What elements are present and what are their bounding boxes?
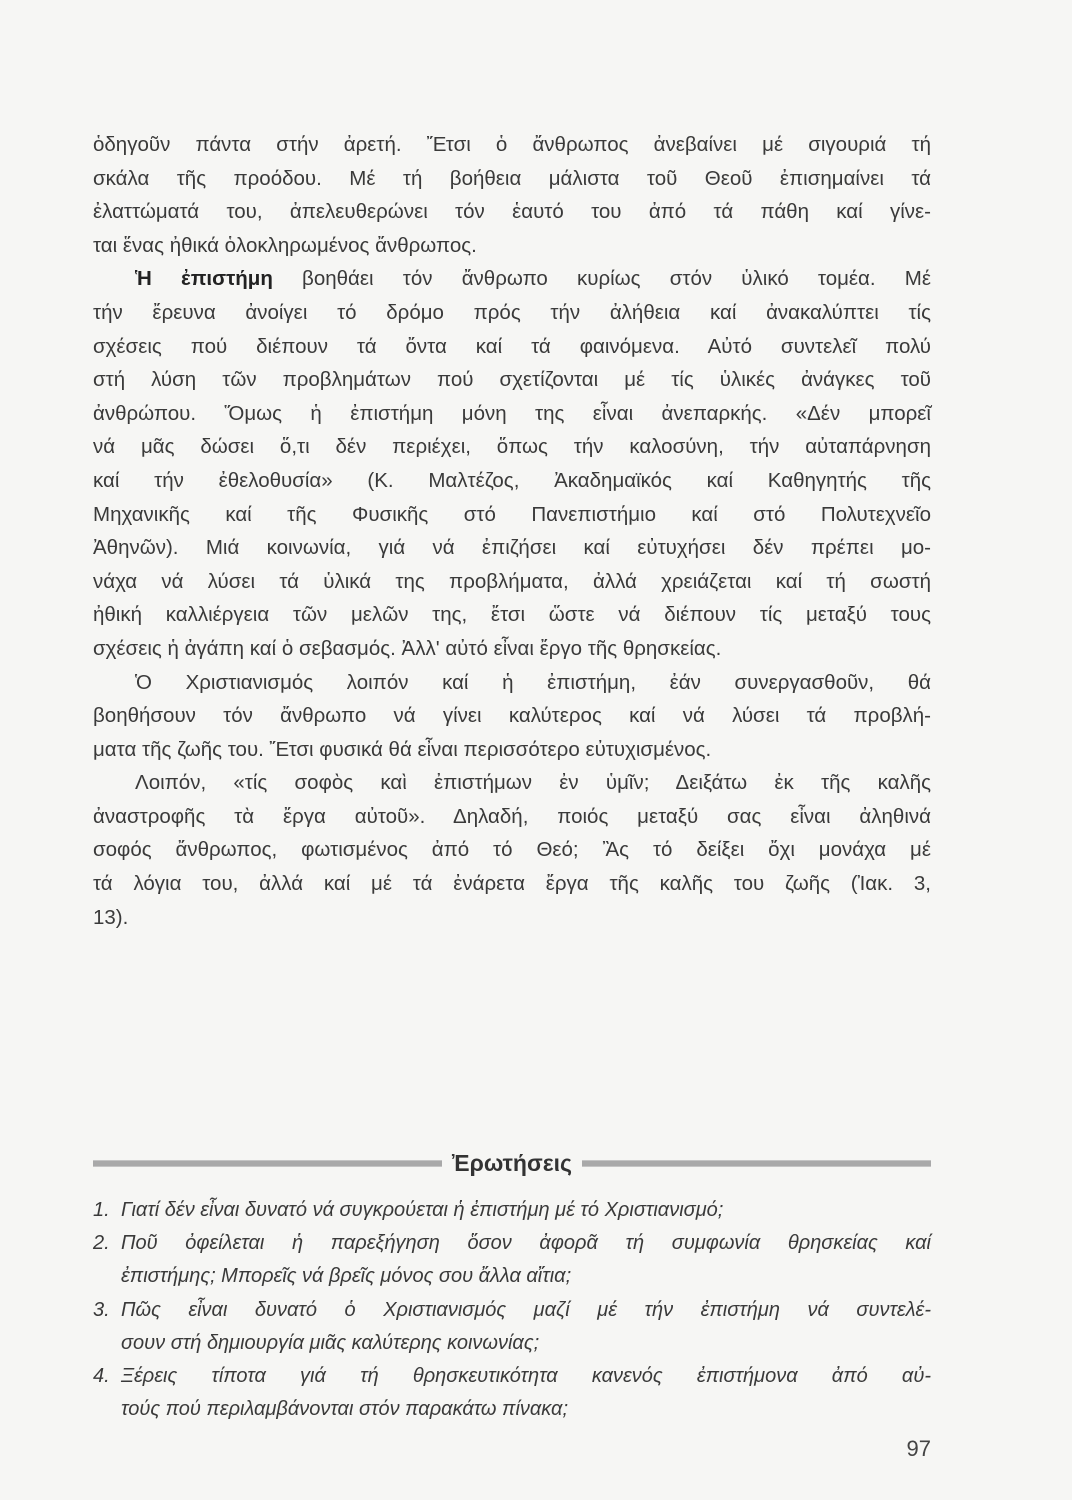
text-line	[93, 666, 931, 700]
line-text: ἀνθρώπου. Ὅμως ἡ ἐπιστήμη μόνη της εἶναι ἀνεπαρκής. «Δέν μπορεῖ	[93, 401, 931, 425]
text-line	[93, 195, 931, 229]
line-text: νάχα νά λύσει τά ὑλικά της προβλήματα, ἀλλά χρειάζεται καί τή σωστή	[93, 569, 931, 593]
text-line	[93, 498, 931, 532]
question-text: Ποῦ ὀφείλεται ἡ παρεξήγηση ὅσον ἀφορᾶ τή συμφωνία θρησκείας καί	[121, 1232, 931, 1255]
text-line	[93, 867, 931, 901]
text-line	[93, 632, 931, 666]
line-text: Ὁ Χριστιανισμός λοιπόν καί ἡ ἐπιστήμη, ἐάν συνεργασθοῦν, θά	[135, 670, 931, 694]
line-text: τά λόγια του, ἀλλά καί μέ τά ἐνάρετα ἔργα τῆς καλῆς του ζωῆς (Ἰακ. 3,	[93, 872, 931, 896]
line-text: ματα τῆς ζωῆς του. Ἔτσι φυσικά θά εἶναι περισσότερο εὐτυχισμένος.	[93, 737, 712, 761]
text-line	[93, 229, 931, 263]
question-text: Πῶς εἶναι δυνατό ὁ Χριστιανισμός μαζί μέ τήν ἐπιστήμη νά συντελέ-	[121, 1298, 931, 1321]
body-text	[93, 128, 931, 934]
paragraph	[93, 766, 931, 934]
line-text: σοφός ἄνθρωπος, φωτισμένος ἀπό τό Θεό; Ἂς τό δείξει ὄχι μονάχα μέ	[93, 838, 931, 862]
text-line	[93, 262, 931, 296]
line-text: 13).	[93, 905, 129, 929]
question-number: 4.	[93, 1364, 110, 1387]
line-text: ἀναστροφῆς τὰ ἔργα αὐτοῦ». Δηλαδή, ποιός μεταξύ σας εἶναι ἀληθινά	[93, 804, 931, 828]
line-text: σχέσεις ἡ ἀγάπη καί ὁ σεβασμός. Ἀλλ' αὐτό εἶναι ἔργο τῆς θρησκείας.	[93, 636, 722, 660]
line-text: σκάλα τῆς προόδου. Μέ τή βοήθεια μάλιστα τοῦ Θεοῦ ἐπισημαίνει τά	[93, 166, 931, 190]
question-item	[93, 1194, 931, 1227]
question-item	[93, 1360, 931, 1426]
text-line	[93, 162, 931, 196]
questions-heading	[93, 1148, 931, 1178]
question-item	[93, 1294, 931, 1360]
question-text: ἐπιστήμης; Μπορεῖς νά βρεῖς μόνος σου ἄλλα αἴτια;	[121, 1265, 572, 1288]
question-number: 2.	[93, 1232, 110, 1255]
questions-list	[93, 1194, 931, 1426]
text-line	[93, 598, 931, 632]
text-line	[93, 901, 931, 935]
text-line	[93, 733, 931, 767]
line-text: στή λύση τῶν προβλημάτων πού σχετίζονται μέ τίς ὑλικές ἀνάγκες τοῦ	[93, 368, 931, 392]
text-line	[93, 531, 931, 565]
question-number: 1.	[93, 1199, 110, 1221]
heading-rule-right	[582, 1160, 931, 1167]
question-text: σουν στή δημιουργία μιᾶς καλύτερης κοινωνίας;	[121, 1331, 540, 1354]
question-number: 3.	[93, 1298, 110, 1321]
line-text: Μηχανικῆς καί τῆς Φυσικῆς στό Πανεπιστήμιο καί στό Πολυτεχνεῖο	[93, 502, 931, 526]
question-text: Ξέρεις τίποτα γιά τή θρησκευτικότητα κανενός ἐπιστήμονα ἀπό αὐ-	[121, 1364, 931, 1387]
text-line	[93, 833, 931, 867]
text-line	[93, 565, 931, 599]
text-line	[93, 363, 931, 397]
line-text: βοηθήσουν τόν ἄνθρωπο νά γίνει καλύτερος καί νά λύσει τά προβλή-	[93, 704, 931, 728]
line-text: τήν ἔρευνα ἀνοίγει τό δρόμο πρός τήν ἀλήθεια καί ἀνακαλύπτει τίς	[93, 300, 931, 324]
line-text: καί τήν ἐθελοθυσία» (Κ. Μαλτέζος, Ἀκαδημαϊκός καί Καθηγητής τῆς	[93, 468, 931, 492]
line-text: σχέσεις πού διέπουν τά ὄντα καί τά φαινόμενα. Αὐτό συντελεῖ πολύ	[93, 334, 931, 358]
line-text: ἐλαττώματά του, ἀπελευθερώνει τόν ἑαυτό του ἀπό τά πάθη καί γίνε-	[93, 200, 931, 224]
text-line	[93, 330, 931, 364]
question-text: Γιατί δέν εἶναι δυνατό νά συγκρούεται ἡ ἐπιστήμη μέ τό Χριστιανισμό;	[121, 1199, 724, 1221]
line-text: ὁδηγοῦν πάντα στήν ἀρετή. Ἔτσι ὁ ἄνθρωπος ἀνεβαίνει μέ σιγουριά τή	[93, 133, 931, 156]
line-text: Ἀθηνῶν). Μιά κοινωνία, γιά νά ἐπιζήσει καί εὐτυχήσει δέν πρέπει μο-	[93, 536, 931, 560]
questions-title: Ἐρωτήσεις	[452, 1149, 572, 1176]
text-line	[93, 699, 931, 733]
question-item	[93, 1227, 931, 1293]
text-line	[93, 397, 931, 431]
line-text: ἠθική καλλιέργεια τῶν μελῶν της, ἔτσι ὥστε νά διέπουν τίς μεταξύ τους	[93, 603, 931, 627]
heading-rule-left	[93, 1160, 442, 1167]
page-number: 97	[906, 1436, 931, 1461]
text-line	[93, 296, 931, 330]
bold-term: Ἡ ἐπιστήμη	[135, 267, 273, 291]
text-line	[93, 128, 931, 162]
line-text: νά μᾶς δώσει ὅ,τι δέν περιέχει, ὅπως τήν καλοσύνη, τήν αὐταπάρνηση	[93, 435, 931, 459]
text-line	[93, 766, 931, 800]
text-line	[93, 430, 931, 464]
paragraph	[93, 666, 931, 767]
text-line	[93, 800, 931, 834]
paragraph	[93, 262, 931, 665]
paragraph	[93, 128, 931, 262]
question-text: τούς πού περιλαμβάνονται στόν παρακάτω πίνακα;	[121, 1398, 569, 1421]
line-text: Λοιπόν, «τίς σοφὸς καὶ ἐπιστήμων ἐν ὑμῖν; Δειξάτω ἐκ τῆς καλῆς	[135, 771, 931, 795]
line-text: ται ἕνας ἠθικά ὁλοκληρωμένος ἄνθρωπος.	[93, 233, 477, 257]
line-text: βοηθάει τόν ἄνθρωπο κυρίως στόν ὑλικό τομέα. Μέ	[272, 267, 931, 291]
text-line	[93, 464, 931, 498]
